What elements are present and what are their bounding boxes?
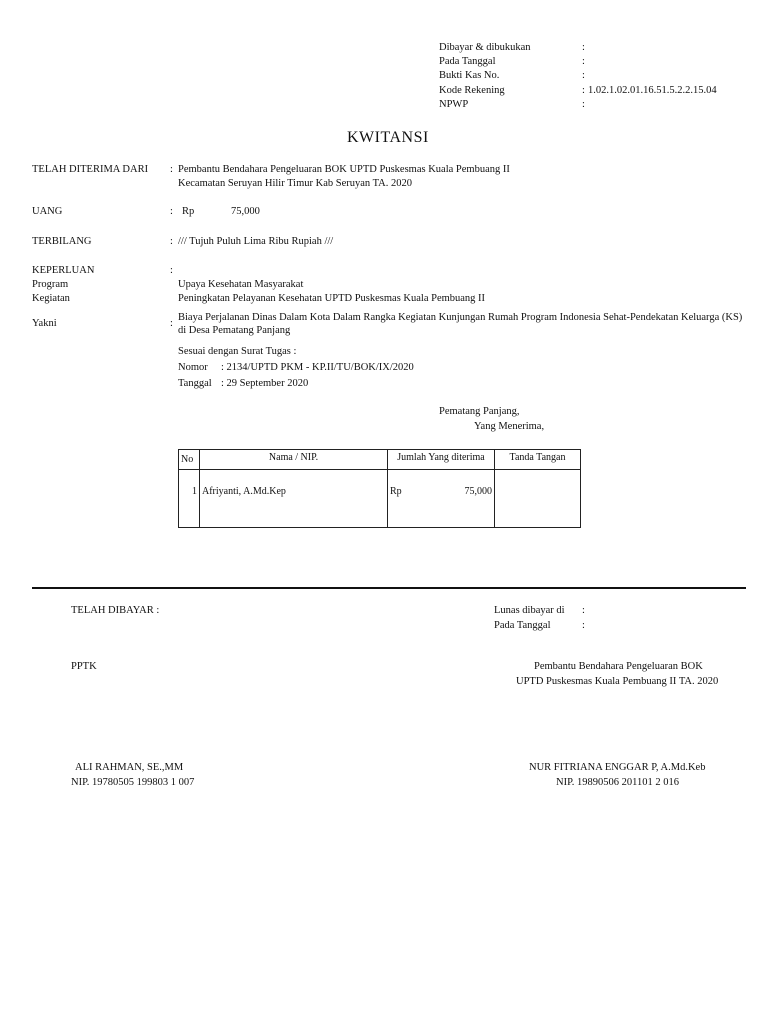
right-signer-nip: NIP. 19890506 201101 2 016 — [556, 777, 679, 788]
table-cell-jumlah — [388, 470, 495, 528]
table-row — [179, 470, 581, 528]
table-cell-signature — [495, 470, 581, 528]
telah-diterima-line2: Kecamatan Seruyan Hilir Timur Kab Seruyan TA. 2020 — [178, 178, 413, 189]
kegiatan-label: Kegiatan — [32, 293, 70, 304]
yakni-label: Yakni — [32, 318, 57, 329]
tanggal-label: Tanggal — [178, 378, 212, 389]
header-label: NPWP — [439, 99, 469, 110]
table-cell-currency: Rp — [390, 486, 402, 497]
lunas-sep: : — [582, 605, 585, 616]
receiver-place: Pematang Panjang, — [439, 406, 520, 417]
receiver-role: Yang Menerima, — [474, 421, 545, 432]
separator: : — [170, 206, 173, 217]
terbilang-value: /// Tujuh Puluh Lima Ribu Rupiah /// — [178, 236, 334, 247]
document-title: KWITANSI — [347, 129, 429, 146]
telah-diterima-line1: Pembantu Bendahara Pengeluaran BOK UPTD Puskesmas Kuala Pembuang II — [178, 164, 510, 175]
header-label: Pada Tanggal — [439, 56, 496, 67]
nomor-label: Nomor — [178, 362, 208, 373]
right-signer-name: NUR FITRIANA ENGGAR P, A.Md.Keb — [529, 762, 706, 773]
header-sep: : — [582, 99, 585, 110]
table-cell-no: 1 — [179, 470, 200, 528]
left-signer-name: ALI RAHMAN, SE.,MM — [75, 762, 184, 773]
uang-value: 75,000 — [231, 206, 260, 217]
telah-dibayar-label: TELAH DIBAYAR : — [71, 605, 160, 616]
yakni-value: Biaya Perjalanan Dinas Dalam Kota Dalam Rangka Kegiatan Kunjungan Rumah Program Indonesia Sehat-Pendekatan Keluarga (KS) di Desa Pematang Panjang — [178, 312, 743, 336]
surat-tugas-label: Sesuai dengan Surat Tugas : — [178, 346, 297, 357]
table-header-row — [179, 450, 581, 470]
header-label: Dibayar & dibukukan — [439, 42, 531, 53]
program-label: Program — [32, 279, 69, 290]
tanggal-value: : 29 September 2020 — [221, 378, 309, 389]
left-signer-nip: NIP. 19780505 199803 1 007 — [71, 777, 195, 788]
header-sep: : — [582, 70, 585, 81]
pptk-label: PPTK — [71, 661, 97, 672]
pada-tanggal-label: Pada Tanggal — [494, 620, 551, 631]
table-cell-nama: Afriyanti, A.Md.Kep — [200, 470, 388, 528]
header-label: Bukti Kas No. — [439, 70, 500, 81]
separator: : — [170, 265, 173, 276]
keperluan-label: KEPERLUAN — [32, 265, 95, 276]
table-header-nama: Nama / NIP. — [200, 450, 388, 470]
table-cell-amount: 75,000 — [464, 486, 492, 497]
bendahara-line2: UPTD Puskesmas Kuala Pembuang II TA. 2020 — [516, 676, 719, 687]
header-sep: : — [582, 42, 585, 53]
program-value: Upaya Kesehatan Masyarakat — [178, 279, 304, 290]
table-header-jumlah: Jumlah Yang diterima — [388, 450, 495, 470]
section-divider — [32, 587, 746, 589]
table-header-no: No — [179, 450, 200, 470]
separator: : — [170, 236, 173, 247]
header-label: Kode Rekening — [439, 85, 505, 96]
separator: : — [170, 318, 173, 329]
terbilang-label: TERBILANG — [32, 236, 92, 247]
table-header-ttd: Tanda Tangan — [495, 450, 581, 470]
telah-diterima-label: TELAH DITERIMA DARI — [32, 164, 149, 175]
uang-label: UANG — [32, 206, 63, 217]
uang-currency: Rp — [182, 206, 195, 217]
kegiatan-value: Peningkatan Pelayanan Kesehatan UPTD Puskesmas Kuala Pembuang II — [178, 293, 486, 304]
header-sep: : — [582, 85, 585, 96]
kode-rekening-value: 1.02.1.02.01.16.51.5.2.2.15.04 — [588, 85, 717, 96]
receipt-table — [178, 449, 581, 528]
pada-tanggal-sep: : — [582, 620, 585, 631]
header-sep: : — [582, 56, 585, 67]
lunas-label: Lunas dibayar di — [494, 605, 565, 616]
separator: : — [170, 164, 173, 175]
nomor-value: : 2134/UPTD PKM - KP.II/TU/BOK/IX/2020 — [221, 362, 414, 373]
bendahara-line1: Pembantu Bendahara Pengeluaran BOK — [534, 661, 703, 672]
